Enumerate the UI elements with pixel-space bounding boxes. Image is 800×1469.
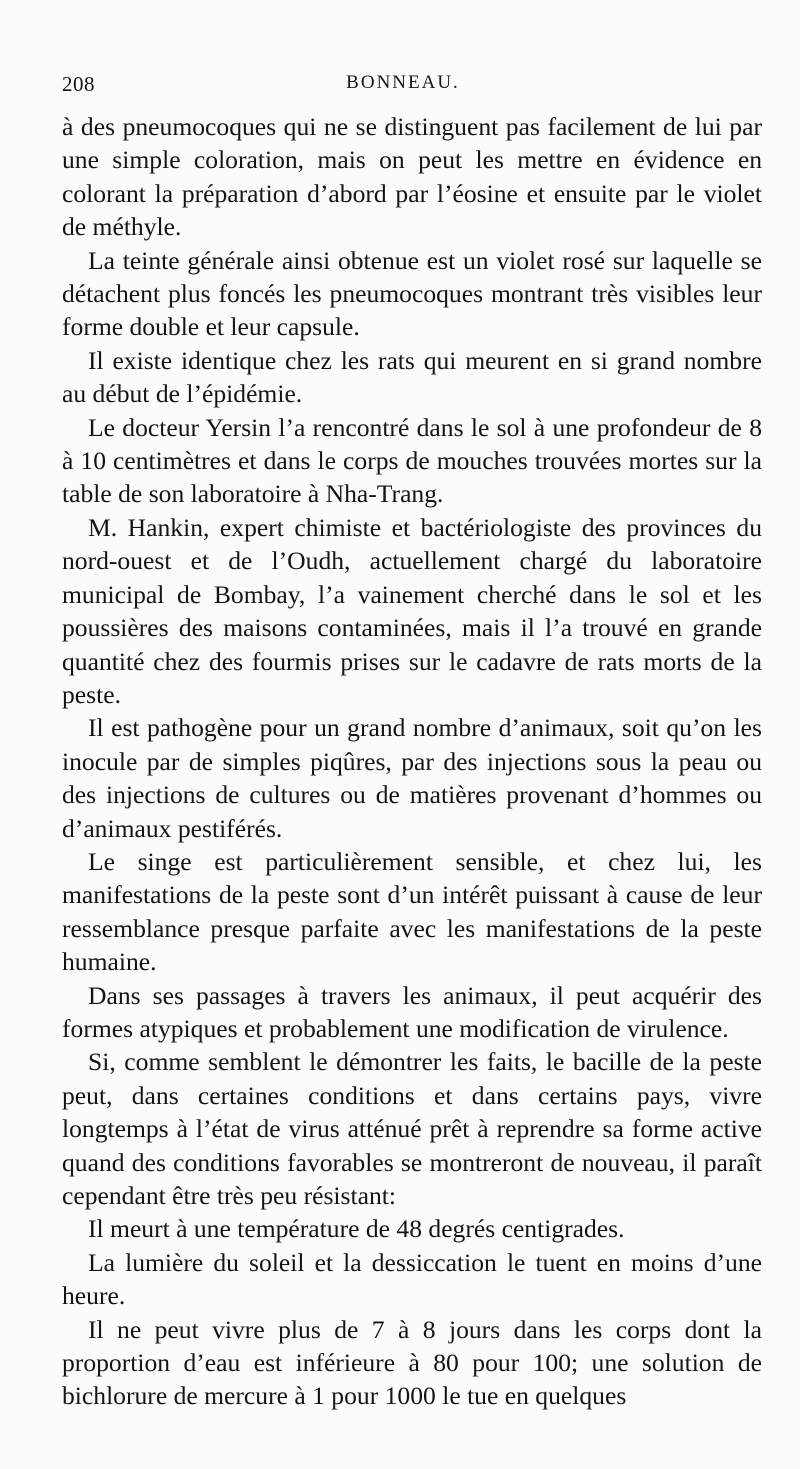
paragraph: Le singe est particulièrement sensible, et chez lui, les manifestations de la peste sont d’un intérêt puissant à cause de leur ressemblance presque parfaite avec les manifestations de la peste humaine. [62, 846, 762, 977]
paragraph: Il existe identique chez les rats qui meurent en si grand nombre au début de l’épidémie. [62, 345, 762, 409]
paragraph: Il ne peut vivre plus de 7 à 8 jours dans les corps dont la proportion d’eau est inférieure à 80 pour 100; une solution de bichlorure de mercure à 1 pour 1000 le tue en quelques [62, 1314, 762, 1411]
paragraph: à des pneumocoques qui ne se distinguent pas facilement de lui par une simple coloration, mais on peut les mettre en évidence en colorant la préparation d’abord par l’éosine et ensuite par le violet de méthyle. [62, 112, 762, 242]
paragraph: La teinte générale ainsi obtenue est un violet rosé sur laquelle se détachent plus foncés les pneumocoques montrant très visibles leur forme double et leur capsule. [62, 245, 762, 342]
paragraph: Il meurt à une température de 48 degrés centigrades. [88, 1214, 625, 1244]
paragraph: Dans ses passages à travers les animaux, il peut acquérir des formes atypiques et probablement une modification de virulence. [62, 980, 762, 1043]
paragraph: La lumière du soleil et la dessiccation le tuent en moins d’une heure. [62, 1247, 762, 1311]
running-title: BONNEAU. [346, 72, 460, 93]
paragraph: M. Hankin, expert chimiste et bactériologiste des provinces du nord-ouest et de l’Oudh, actuellement chargé du laboratoire municipal de Bombay, l’a vainement cherché dans le sol et les poussières des maisons contaminées, mais il l’a trouvé en grande quantité chez des fourmis prises sur le cadavre de rats morts de la peste. [62, 512, 762, 709]
paragraph: Il est pathogène pour un grand nombre d’animaux, soit qu’on les inocule par de simples piqûres, par des injections sous la peau ou des injections de cultures ou de matières provenant d’hommes ou d’animaux pestiférés. [62, 713, 762, 843]
paragraph: Le docteur Yersin l’a rencontré dans le sol à une profondeur de 8 à 10 centimètres et dans le corps de mouches trouvées mortes sur la table de son laboratoire à Nha-Trang. [62, 412, 762, 509]
body-text [62, 110, 762, 1413]
paragraph: Si, comme semblent le démontrer les faits, le bacille de la peste peut, dans certaines conditions et dans certains pays, vivre longtemps à l’état de virus atténué prêt à reprendre sa forme active quand des conditions favorables se montreront de nouveau, il paraît cependant être très peu résistant: [62, 1047, 762, 1210]
running-head [62, 72, 762, 100]
page-number: 208 [62, 72, 95, 96]
